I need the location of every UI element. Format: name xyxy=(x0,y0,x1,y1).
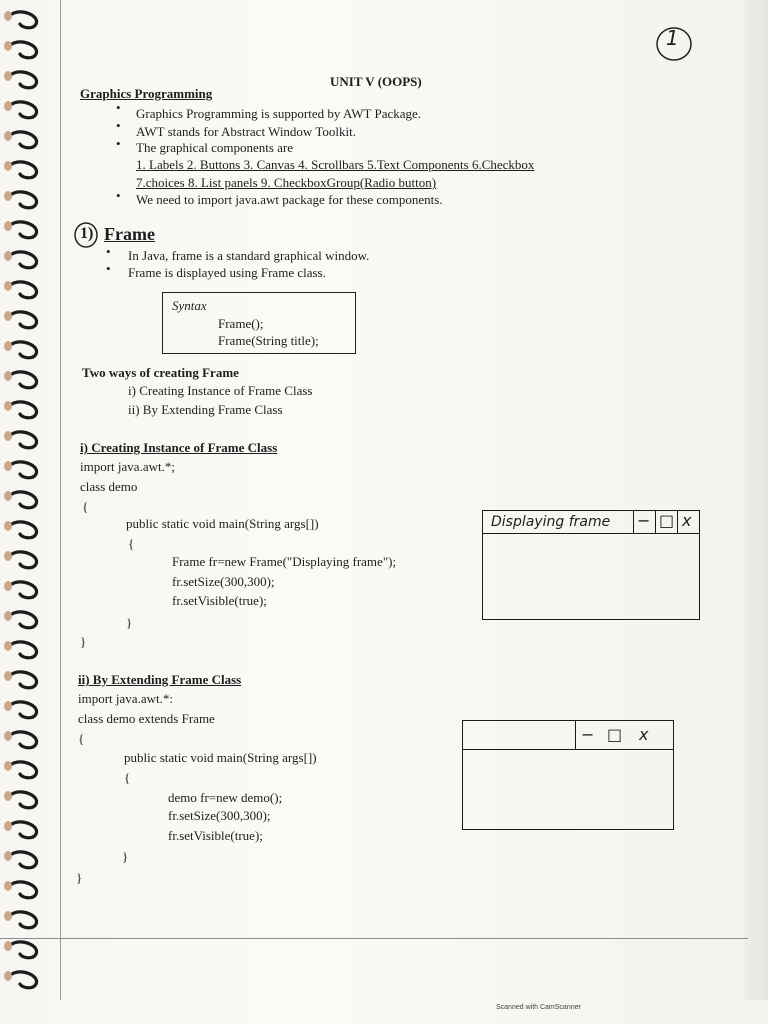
spiral-ring xyxy=(12,642,37,658)
window-title: Displaying frame xyxy=(491,514,611,530)
spiral-ring xyxy=(12,282,37,298)
code-line: demo fr=new demo(); xyxy=(168,790,283,805)
title-bar-divider xyxy=(483,533,699,534)
divider xyxy=(633,511,634,533)
binding-hole xyxy=(4,191,12,201)
binding-hole xyxy=(4,581,12,591)
spiral-ring xyxy=(12,702,37,718)
page-number: 1 xyxy=(666,26,679,50)
code-line: } xyxy=(126,615,133,630)
minimize-icon: − xyxy=(637,511,651,530)
spiral-ring xyxy=(12,582,37,598)
spiral-ring xyxy=(12,222,37,238)
spiral-ring xyxy=(12,132,37,148)
binding-hole xyxy=(4,131,12,141)
binding-hole xyxy=(4,701,12,711)
components-line-1: 1. Labels 2. Buttons 3. Canvas 4. Scrollbars 5.Text Components 6.Checkbox xyxy=(136,157,535,172)
minimize-icon: − xyxy=(581,725,595,744)
spiral-ring xyxy=(12,72,37,88)
graphics-heading: Graphics Programming xyxy=(80,86,213,101)
binding-hole xyxy=(4,11,12,21)
bullet-dot: • xyxy=(116,118,121,133)
bullet-dot: • xyxy=(106,244,111,259)
spiral-ring xyxy=(12,312,37,328)
binding-hole xyxy=(4,731,12,741)
graphics-bullet-3: The graphical components are xyxy=(136,140,294,155)
binding-hole xyxy=(4,821,12,831)
spiral-ring xyxy=(12,672,37,688)
frame-bullet-1: In Java, frame is a standard graphical window. xyxy=(128,248,370,263)
title-bar-divider xyxy=(463,749,673,750)
page-edge xyxy=(744,0,768,1000)
components-line-2: 7.choices 8. List panels 9. CheckboxGroup(Radio button) xyxy=(136,175,437,190)
spiral-ring xyxy=(12,192,37,208)
spiral-ring xyxy=(12,342,37,358)
binding-hole xyxy=(4,881,12,891)
spiral-ring xyxy=(12,552,37,568)
graphics-bullet-4: We need to import java.awt package for these components. xyxy=(136,192,443,207)
code-line: { xyxy=(128,536,135,551)
bullet-dot: • xyxy=(116,136,121,151)
code-line: public static void main(String args[]) xyxy=(124,750,317,765)
binding-hole xyxy=(4,431,12,441)
spiral-ring xyxy=(12,852,37,868)
graphics-bullet-1: Graphics Programming is supported by AWT Package. xyxy=(136,106,422,121)
syntax-line-2: Frame(String title); xyxy=(218,333,319,348)
code-line: class demo extends Frame xyxy=(78,711,215,726)
spiral-ring xyxy=(12,882,37,898)
code-line: fr.setVisible(true); xyxy=(172,593,267,608)
binding-hole xyxy=(4,791,12,801)
code-line: fr.setVisible(true); xyxy=(168,828,263,843)
maximize-icon: □ xyxy=(659,511,675,530)
binding-hole xyxy=(4,221,12,231)
divider xyxy=(575,721,576,749)
binding-hole xyxy=(4,521,12,531)
frame-window-sketch-1 xyxy=(482,510,700,620)
frame-bullet-2: Frame is displayed using Frame class. xyxy=(128,265,326,280)
code-line: import java.awt.*; xyxy=(80,459,175,474)
binding-hole xyxy=(4,671,12,681)
binding-hole xyxy=(4,371,12,381)
frame-heading: Frame xyxy=(104,224,155,244)
binding-hole xyxy=(4,281,12,291)
binding-hole xyxy=(4,641,12,651)
code-line: public static void main(String args[]) xyxy=(126,516,319,531)
spiral-ring xyxy=(12,732,37,748)
binding-hole xyxy=(4,911,12,921)
spiral-ring xyxy=(12,822,37,838)
close-icon: x xyxy=(639,725,649,744)
frame-window-sketch-2 xyxy=(462,720,674,830)
example2-heading: ii) By Extending Frame Class xyxy=(78,672,242,687)
bullet-dot: • xyxy=(116,100,121,115)
spiral-ring xyxy=(12,912,37,928)
spiral-ring xyxy=(12,492,37,508)
binding-hole xyxy=(4,971,12,981)
divider xyxy=(677,511,678,533)
code-line: fr.setSize(300,300); xyxy=(172,574,275,589)
spiral-ring xyxy=(12,12,37,28)
syntax-label: Syntax xyxy=(172,298,207,313)
maximize-icon: □ xyxy=(607,725,623,744)
spiral-ring xyxy=(12,612,37,628)
bullet-dot: • xyxy=(116,188,121,203)
code-line: } xyxy=(80,634,87,649)
binding-hole xyxy=(4,161,12,171)
spiral-ring xyxy=(12,792,37,808)
binding-hole xyxy=(4,341,12,351)
spiral-ring xyxy=(12,462,37,478)
code-line: { xyxy=(78,731,85,746)
binding-hole xyxy=(4,851,12,861)
spiral-ring xyxy=(12,432,37,448)
code-line: Frame fr=new Frame("Displaying frame"); xyxy=(172,554,397,569)
section-number: 1) xyxy=(80,225,94,242)
binding-hole xyxy=(4,551,12,561)
scanner-watermark: Scanned with CamScanner xyxy=(496,1004,581,1011)
code-line: fr.setSize(300,300); xyxy=(168,808,271,823)
spiral-ring xyxy=(12,522,37,538)
binding-hole xyxy=(4,461,12,471)
spiral-ring xyxy=(12,252,37,268)
binding-hole xyxy=(4,101,12,111)
spiral-ring xyxy=(12,162,37,178)
binding-hole xyxy=(4,761,12,771)
syntax-line-1: Frame(); xyxy=(218,316,264,331)
code-line: } xyxy=(122,849,129,864)
spiral-ring xyxy=(12,42,37,58)
spiral-ring xyxy=(12,762,37,778)
code-line: } xyxy=(76,870,83,885)
binding-hole xyxy=(4,311,12,321)
example1-heading: i) Creating Instance of Frame Class xyxy=(80,440,278,455)
code-line: { xyxy=(124,770,131,785)
code-line: class demo xyxy=(80,479,138,494)
spiral-ring xyxy=(12,972,37,988)
binding-hole xyxy=(4,611,12,621)
divider xyxy=(655,511,656,533)
bottom-rule xyxy=(0,938,748,939)
spiral-ring xyxy=(12,372,37,388)
binding-hole xyxy=(4,401,12,411)
binding-hole xyxy=(4,251,12,261)
binding-hole xyxy=(4,941,12,951)
code-line: import java.awt.*: xyxy=(78,691,173,706)
code-line: { xyxy=(82,499,89,514)
ways-item-2: ii) By Extending Frame Class xyxy=(128,402,283,417)
ways-heading: Two ways of creating Frame xyxy=(82,365,239,380)
binding-hole xyxy=(4,41,12,51)
spiral-binding xyxy=(0,0,52,1000)
bullet-dot: • xyxy=(106,261,111,276)
spiral-ring xyxy=(12,102,37,118)
binding-hole xyxy=(4,71,12,81)
binding-hole xyxy=(4,491,12,501)
margin-line xyxy=(60,0,61,1000)
close-icon: x xyxy=(682,511,692,530)
spiral-ring xyxy=(12,942,37,958)
ways-item-1: i) Creating Instance of Frame Class xyxy=(128,383,313,398)
graphics-bullet-2: AWT stands for Abstract Window Toolkit. xyxy=(136,124,356,139)
spiral-ring xyxy=(12,402,37,418)
unit-title: UNIT V (OOPS) xyxy=(330,74,422,89)
